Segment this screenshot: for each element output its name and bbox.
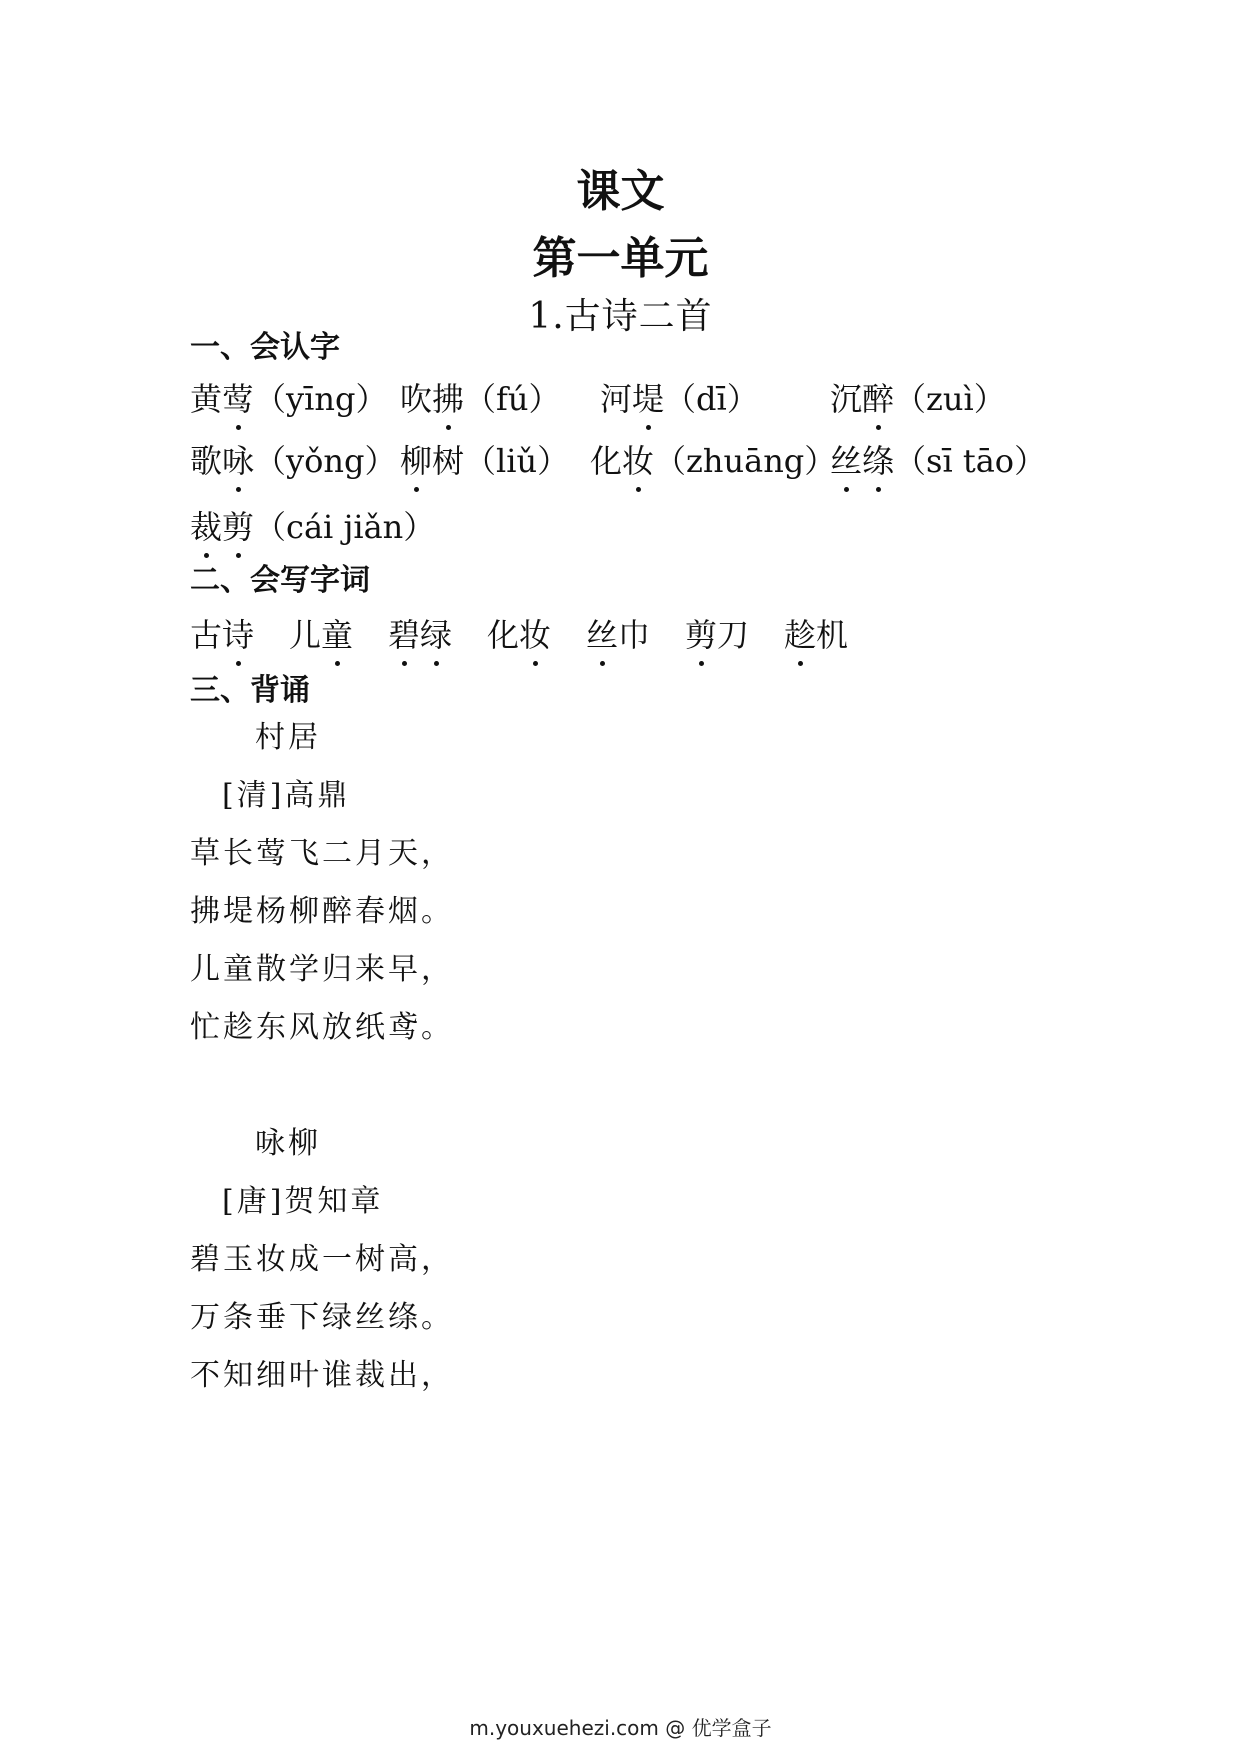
pinyin: （cái jiǎn）	[254, 508, 436, 546]
vocab-item	[190, 374, 387, 420]
char: 丝	[586, 610, 618, 656]
vocab-item	[590, 436, 836, 482]
dotted-char: 丝	[830, 436, 862, 482]
vocab-item	[190, 436, 396, 482]
dotted-char: 堤	[632, 374, 664, 420]
write-word	[388, 610, 452, 656]
poem-author-yongliu: [唐]贺知章	[222, 1184, 384, 1219]
section-heading-recite: 三、背诵	[190, 673, 310, 708]
vocab-item	[190, 502, 435, 548]
pinyin: （sī tāo）	[894, 442, 1047, 480]
poem-line: 万条垂下绿丝绦。	[190, 1300, 454, 1335]
char: 吹	[400, 380, 433, 418]
char: 碧	[388, 610, 420, 656]
write-word	[784, 610, 848, 656]
dotted-char: 绦	[862, 436, 894, 482]
char: 歌	[190, 442, 223, 480]
pinyin: （yǒng）	[254, 442, 397, 480]
char: 儿	[289, 616, 322, 654]
vocab-item	[400, 374, 561, 420]
section-heading-write: 二、会写字词	[190, 563, 370, 598]
footer-watermark: m.youxuehezi.com @ 优学盒子	[469, 1716, 772, 1740]
vocab-item	[400, 436, 569, 482]
char: 巾	[618, 616, 651, 654]
char: 趁	[784, 610, 816, 656]
section-heading-recognize: 一、会认字	[190, 330, 340, 365]
char: 诗	[222, 610, 254, 656]
dotted-char: 柳	[400, 436, 432, 482]
poem-line: 忙趁东风放纸鸢。	[190, 1010, 454, 1045]
dotted-char: 莺	[222, 374, 254, 420]
char: 化	[590, 442, 623, 480]
char: 绿	[420, 610, 452, 656]
char: 古	[190, 616, 223, 654]
char: 化	[487, 616, 520, 654]
page-title: 课文	[576, 166, 665, 217]
write-word	[685, 610, 749, 656]
write-word	[190, 610, 254, 656]
pinyin: （zuì）	[894, 380, 1006, 418]
char: 树	[432, 442, 465, 480]
pinyin: （dī）	[664, 380, 759, 418]
dotted-char: 醉	[862, 374, 894, 420]
dotted-char: 妆	[622, 436, 654, 482]
pinyin: （yīng）	[254, 380, 388, 418]
char: 河	[600, 380, 633, 418]
pinyin: （zhuāng）	[654, 442, 837, 480]
poem-title-yongliu: 咏柳	[255, 1126, 321, 1161]
dotted-char: 咏	[222, 436, 254, 482]
write-word	[487, 610, 551, 656]
poem-line: 拂堤杨柳醉春烟。	[190, 894, 454, 929]
poem-author-cunju: [清]高鼎	[222, 778, 351, 813]
poem-title-cunju: 村居	[255, 720, 321, 755]
vocab-item	[830, 374, 1006, 420]
vocab-item	[830, 436, 1046, 482]
poem-line: 碧玉妆成一树高，	[190, 1242, 454, 1277]
char: 刀	[717, 616, 750, 654]
pinyin: （fú）	[464, 380, 561, 418]
lesson-title: 1.古诗二首	[528, 296, 713, 337]
vocab-item	[600, 374, 759, 420]
unit-title: 第一单元	[532, 233, 709, 284]
poem-line: 儿童散学归来早，	[190, 952, 454, 987]
dotted-char: 拂	[432, 374, 464, 420]
char: 童	[321, 610, 353, 656]
dotted-char: 裁	[190, 502, 222, 548]
char: 妆	[519, 610, 551, 656]
poem-line: 草长莺飞二月天，	[190, 836, 454, 871]
poem-line: 不知细叶谁裁出，	[190, 1358, 454, 1393]
char: 剪	[685, 610, 717, 656]
pinyin: （liǔ）	[464, 442, 570, 480]
char: 沉	[830, 380, 863, 418]
char: 机	[816, 616, 849, 654]
write-word	[586, 610, 650, 656]
char: 黄	[190, 380, 223, 418]
dotted-char: 剪	[222, 502, 254, 548]
write-word	[289, 610, 353, 656]
